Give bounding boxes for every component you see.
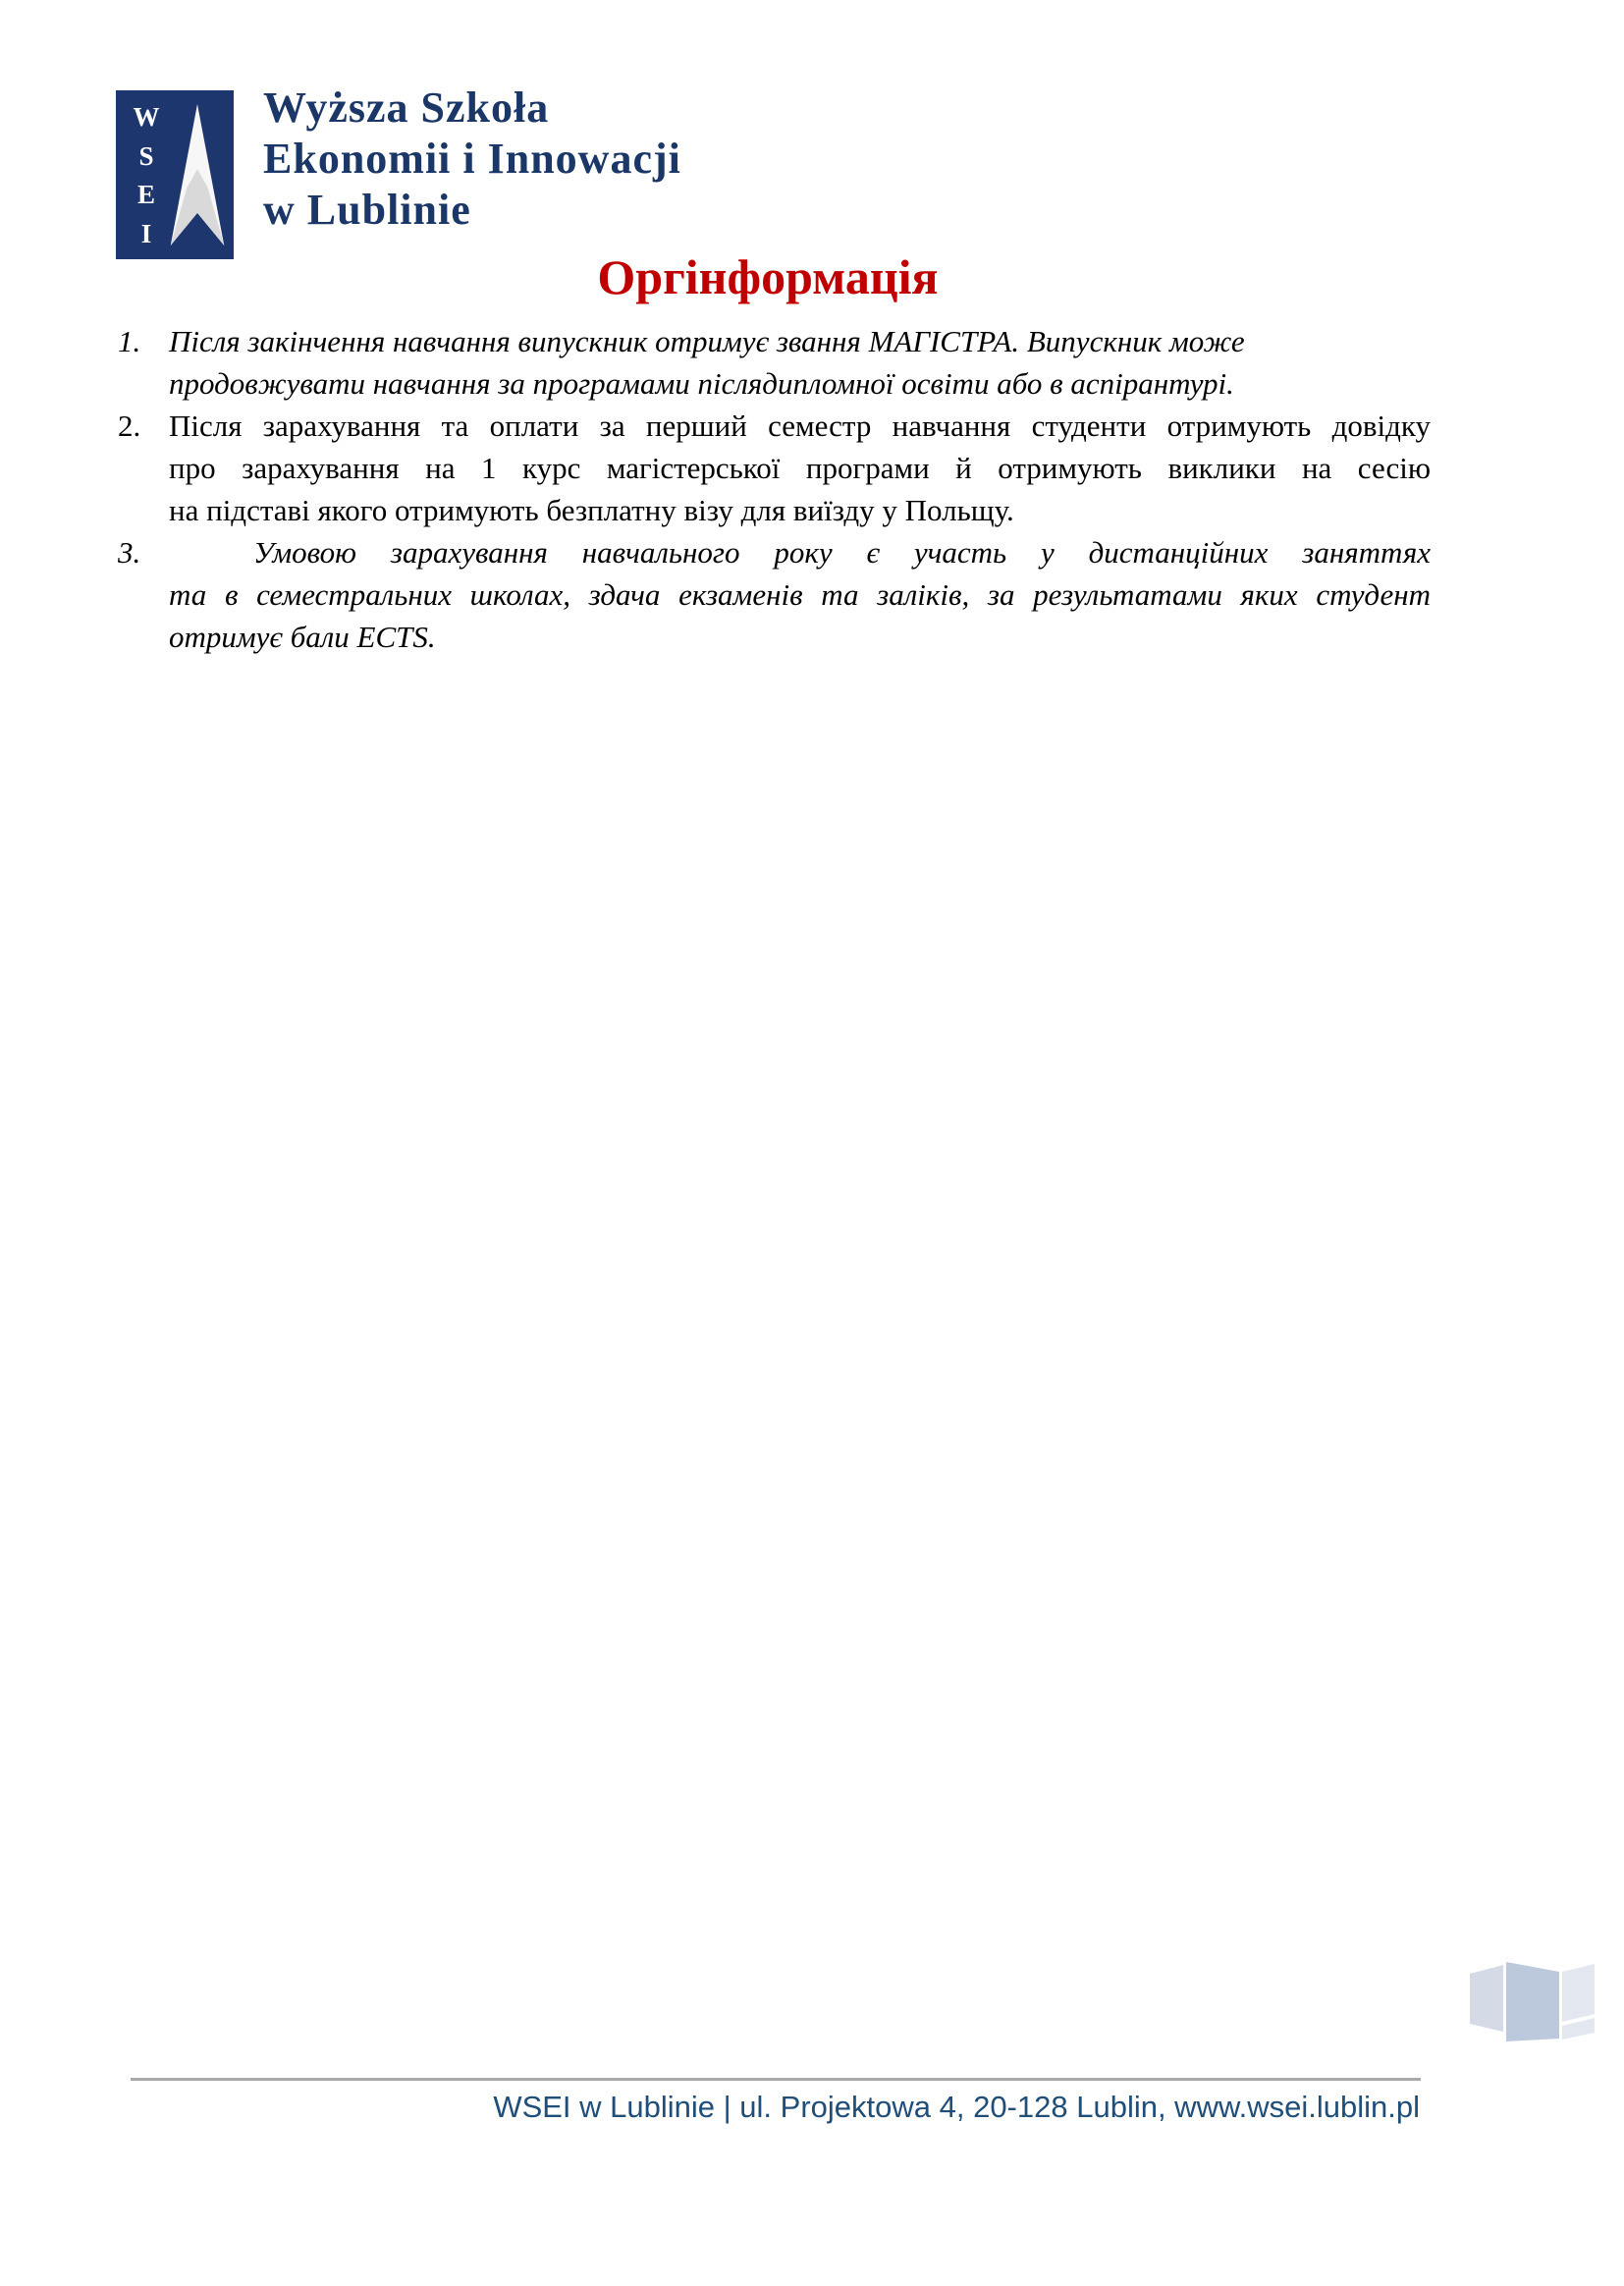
acronym-letter: S	[138, 140, 154, 171]
item-text	[169, 531, 1431, 658]
footer-divider	[131, 2078, 1421, 2081]
page-title: Оргінформація	[597, 249, 939, 304]
item-text-line: про зарахування на 1 курс магістерської програми й отримують виклики на сесію	[169, 451, 1431, 485]
list-item-2	[118, 405, 1431, 531]
item-number: 2.	[118, 408, 141, 443]
item-text-line: продовжувати навчання за програмами післядипломної освіти або в аспірантурі.	[169, 366, 1234, 401]
acronym-letter: W	[133, 102, 160, 132]
item-text-line: Після закінчення навчання випускник отримує звання МАГІСТРА. Випускник може	[169, 324, 1245, 358]
item-text-line: Умовою зарахування навчального року є участь у дистанційних заняттях	[253, 535, 1431, 570]
item-text-line: та в семестральних школах, здача екзаменів та заліків, за результатами яких студент	[169, 577, 1431, 612]
school-name-line-2: Ekonomii i Innowacji	[263, 135, 681, 183]
wsei-acronym	[116, 90, 163, 259]
item-text	[169, 405, 1431, 531]
item-text-line: на підставі якого отримують безплатну візу для виїзду у Польщу.	[169, 493, 1014, 527]
north-arrow-icon	[167, 104, 228, 245]
school-name-line-3: w Lublinie	[263, 186, 471, 234]
list-item-1	[118, 320, 1431, 405]
ribbon-watermark-graphic	[1468, 1957, 1597, 2041]
item-text	[169, 320, 1431, 405]
acronym-letter: I	[140, 218, 152, 248]
wsei-logo-mark	[116, 90, 234, 259]
org-info-list	[118, 320, 1431, 658]
item-number: 3.	[118, 535, 141, 570]
list-item-3	[118, 531, 1431, 658]
school-name-line-1: Wyższa Szkoła	[263, 83, 550, 132]
school-name	[263, 82, 681, 236]
footer-text: WSEI w Lublinie | ul. Projektowa 4, 20-128 Lublin, www.wsei.lublin.pl	[493, 2090, 1420, 2124]
acronym-letter: E	[136, 180, 155, 210]
item-number: 1.	[118, 324, 141, 358]
item-text-line: отримує бали ECTS.	[169, 620, 436, 654]
item-text-line: Після зарахування та оплати за перший семестр навчання студенти отримують довідку	[169, 408, 1431, 443]
